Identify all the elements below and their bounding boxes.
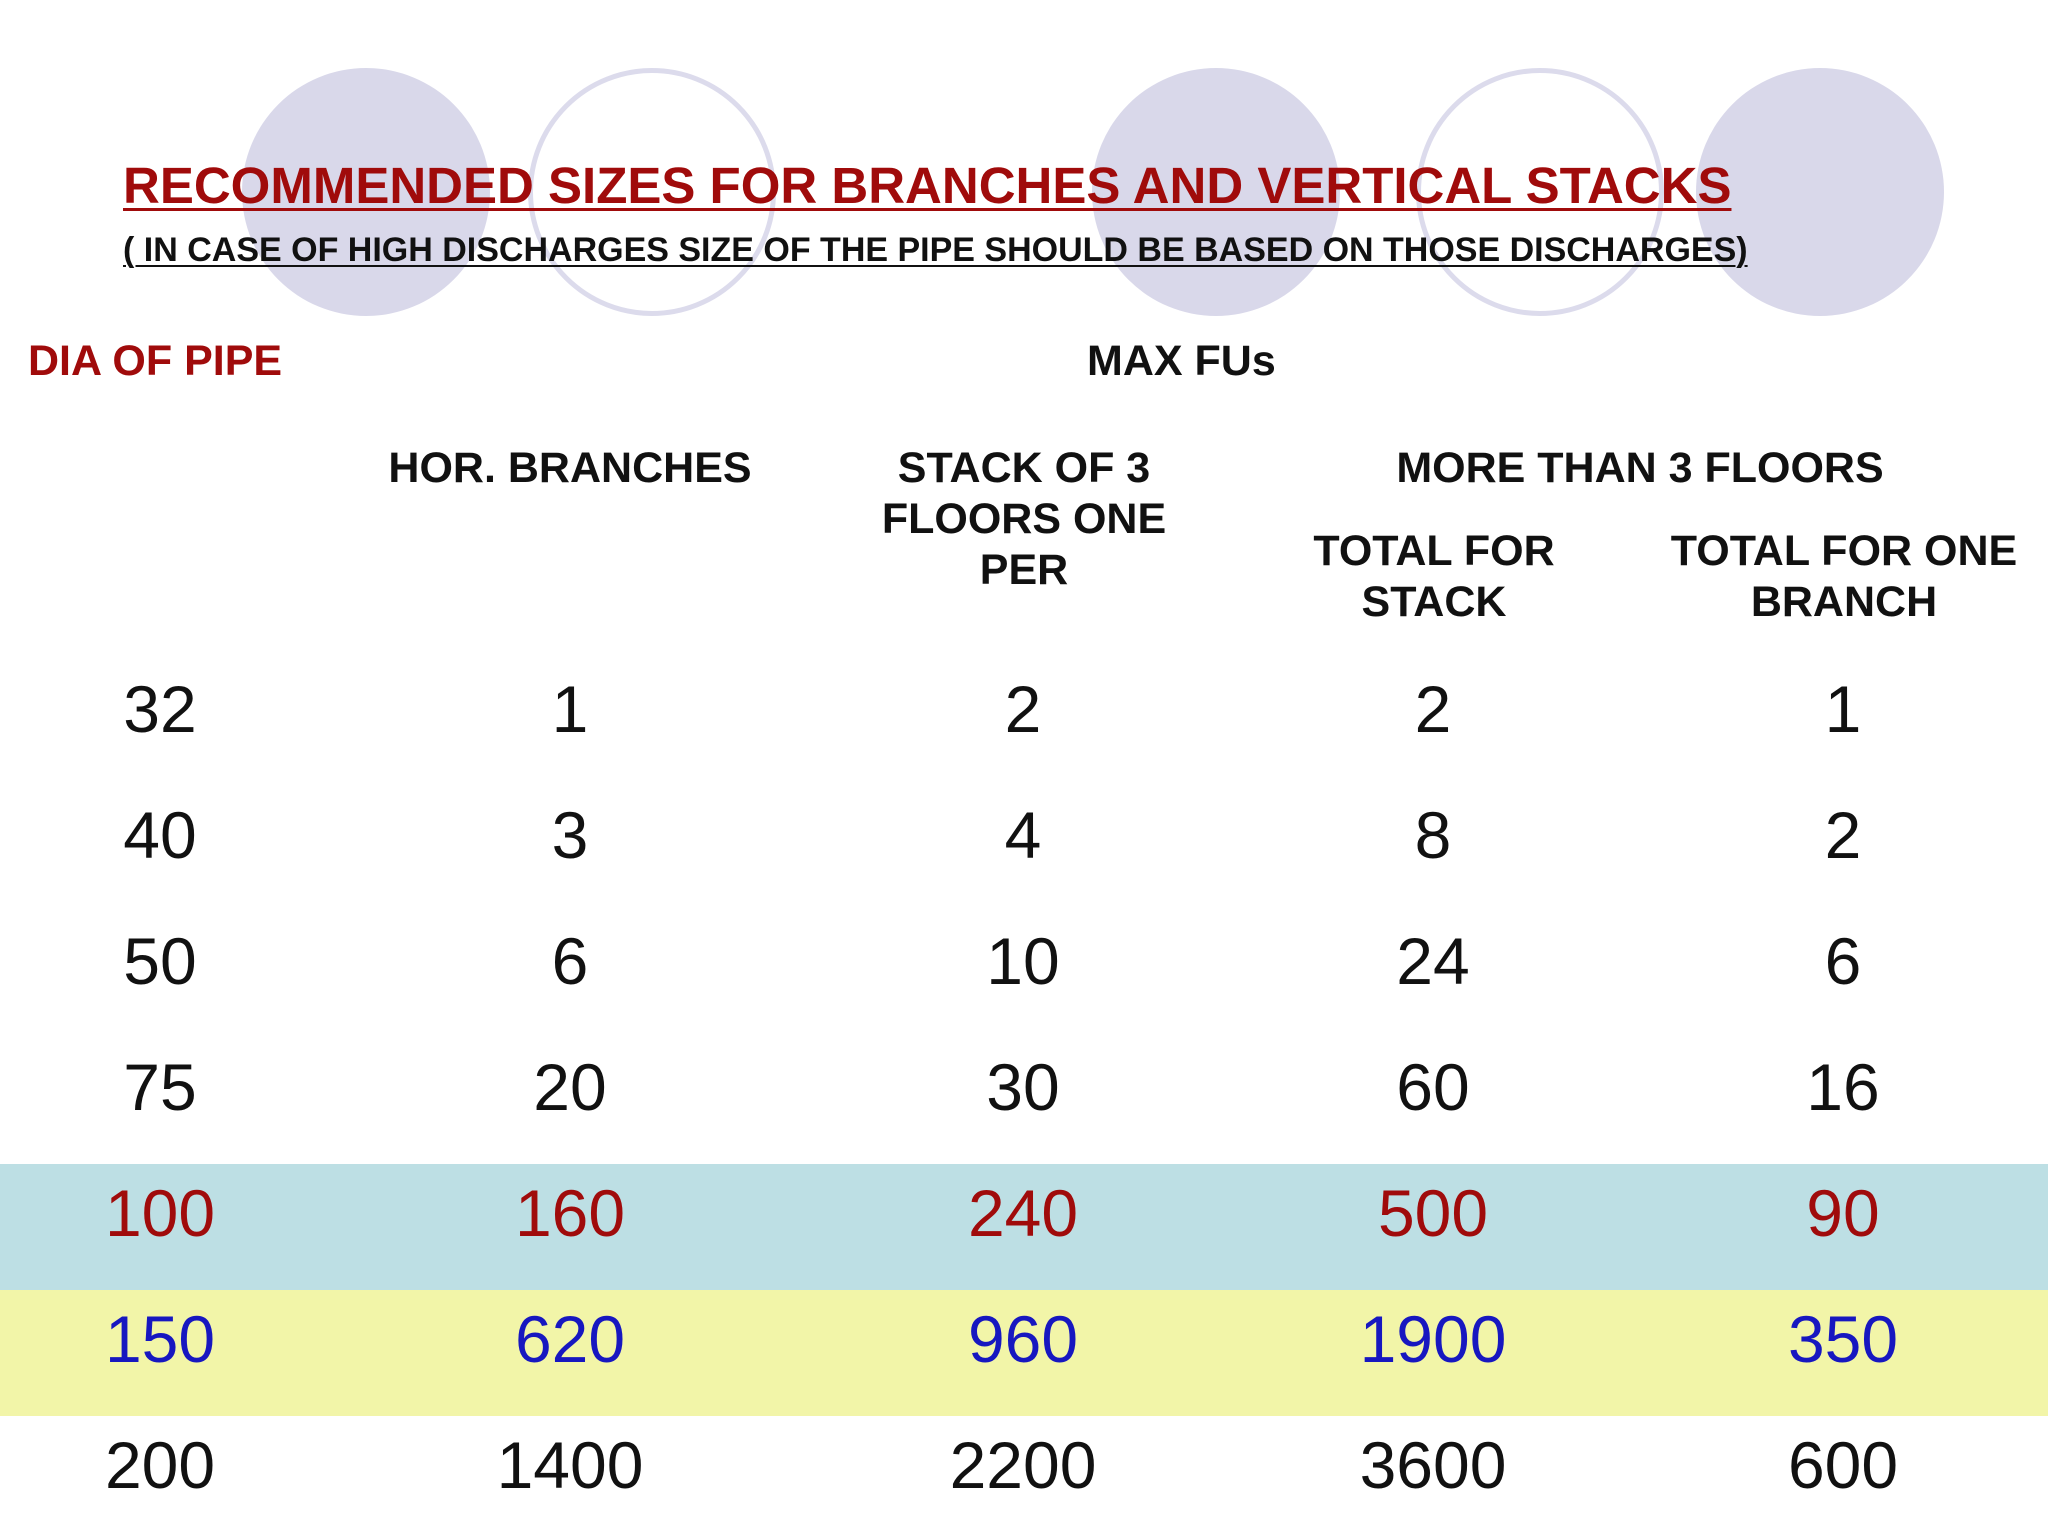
cell-total-for-stack: 8 bbox=[1414, 798, 1452, 872]
header-total-for-one-branch: TOTAL FOR ONE BRANCH bbox=[1670, 527, 2018, 626]
cell-dia: 75 bbox=[123, 1050, 197, 1124]
cell-hor-branches: 620 bbox=[514, 1302, 626, 1376]
cell-total-for-stack: 3600 bbox=[1359, 1428, 1507, 1502]
cell-total-for-stack: 2 bbox=[1414, 672, 1452, 746]
dia-of-pipe-label: DIA OF PIPE bbox=[28, 337, 283, 385]
header-more-than-3-floors: MORE THAN 3 FLOORS bbox=[1396, 444, 1884, 492]
header-total-for-stack: TOTAL FOR STACK bbox=[1313, 527, 1555, 626]
cell-total-for-one-branch: 350 bbox=[1787, 1302, 1899, 1376]
header-stack-3-floors: STACK OF 3 FLOORS ONE PER bbox=[881, 444, 1167, 594]
cell-total-for-one-branch: 1 bbox=[1824, 672, 1862, 746]
header-hor-branches: HOR. BRANCHES bbox=[388, 444, 752, 492]
table-row bbox=[0, 772, 2048, 898]
cell-stack-3-floors: 10 bbox=[986, 924, 1060, 998]
table-row bbox=[0, 898, 2048, 1024]
cell-hor-branches: 160 bbox=[514, 1176, 626, 1250]
cell-total-for-one-branch: 2 bbox=[1824, 798, 1862, 872]
cell-stack-3-floors: 4 bbox=[1004, 798, 1042, 872]
page-subtitle: ( IN CASE OF HIGH DISCHARGES SIZE OF THE PIPE SHOULD BE BASED ON THOSE DISCHARGES) bbox=[123, 231, 1748, 269]
cell-total-for-one-branch: 600 bbox=[1787, 1428, 1899, 1502]
cell-dia: 32 bbox=[123, 672, 197, 746]
cell-stack-3-floors: 960 bbox=[967, 1302, 1079, 1376]
cell-total-for-stack: 1900 bbox=[1359, 1302, 1507, 1376]
cell-dia: 40 bbox=[123, 798, 197, 872]
decor-circle-3 bbox=[1696, 68, 1944, 316]
cell-total-for-one-branch: 90 bbox=[1806, 1176, 1880, 1250]
cell-total-for-stack: 500 bbox=[1377, 1176, 1489, 1250]
table-row bbox=[0, 1276, 2048, 1402]
cell-total-for-stack: 60 bbox=[1396, 1050, 1470, 1124]
cell-dia: 50 bbox=[123, 924, 197, 998]
cell-stack-3-floors: 30 bbox=[986, 1050, 1060, 1124]
table-row bbox=[0, 1024, 2048, 1150]
cell-stack-3-floors: 240 bbox=[967, 1176, 1079, 1250]
cell-dia: 200 bbox=[104, 1428, 216, 1502]
table-row bbox=[0, 646, 2048, 772]
table-row bbox=[0, 1402, 2048, 1528]
page-title: RECOMMENDED SIZES FOR BRANCHES AND VERTICAL STACKS bbox=[123, 157, 1732, 214]
cell-hor-branches: 3 bbox=[551, 798, 589, 872]
cell-stack-3-floors: 2200 bbox=[949, 1428, 1097, 1502]
cell-total-for-stack: 24 bbox=[1396, 924, 1470, 998]
cell-stack-3-floors: 2 bbox=[1004, 672, 1042, 746]
max-fu-label: MAX FUs bbox=[1087, 337, 1276, 385]
table-row bbox=[0, 1150, 2048, 1276]
cell-dia: 150 bbox=[104, 1302, 216, 1376]
cell-dia: 100 bbox=[104, 1176, 216, 1250]
cell-total-for-one-branch: 6 bbox=[1824, 924, 1862, 998]
cell-total-for-one-branch: 16 bbox=[1806, 1050, 1880, 1124]
cell-hor-branches: 20 bbox=[533, 1050, 607, 1124]
cell-hor-branches: 1 bbox=[551, 672, 589, 746]
cell-hor-branches: 1400 bbox=[496, 1428, 644, 1502]
cell-hor-branches: 6 bbox=[551, 924, 589, 998]
